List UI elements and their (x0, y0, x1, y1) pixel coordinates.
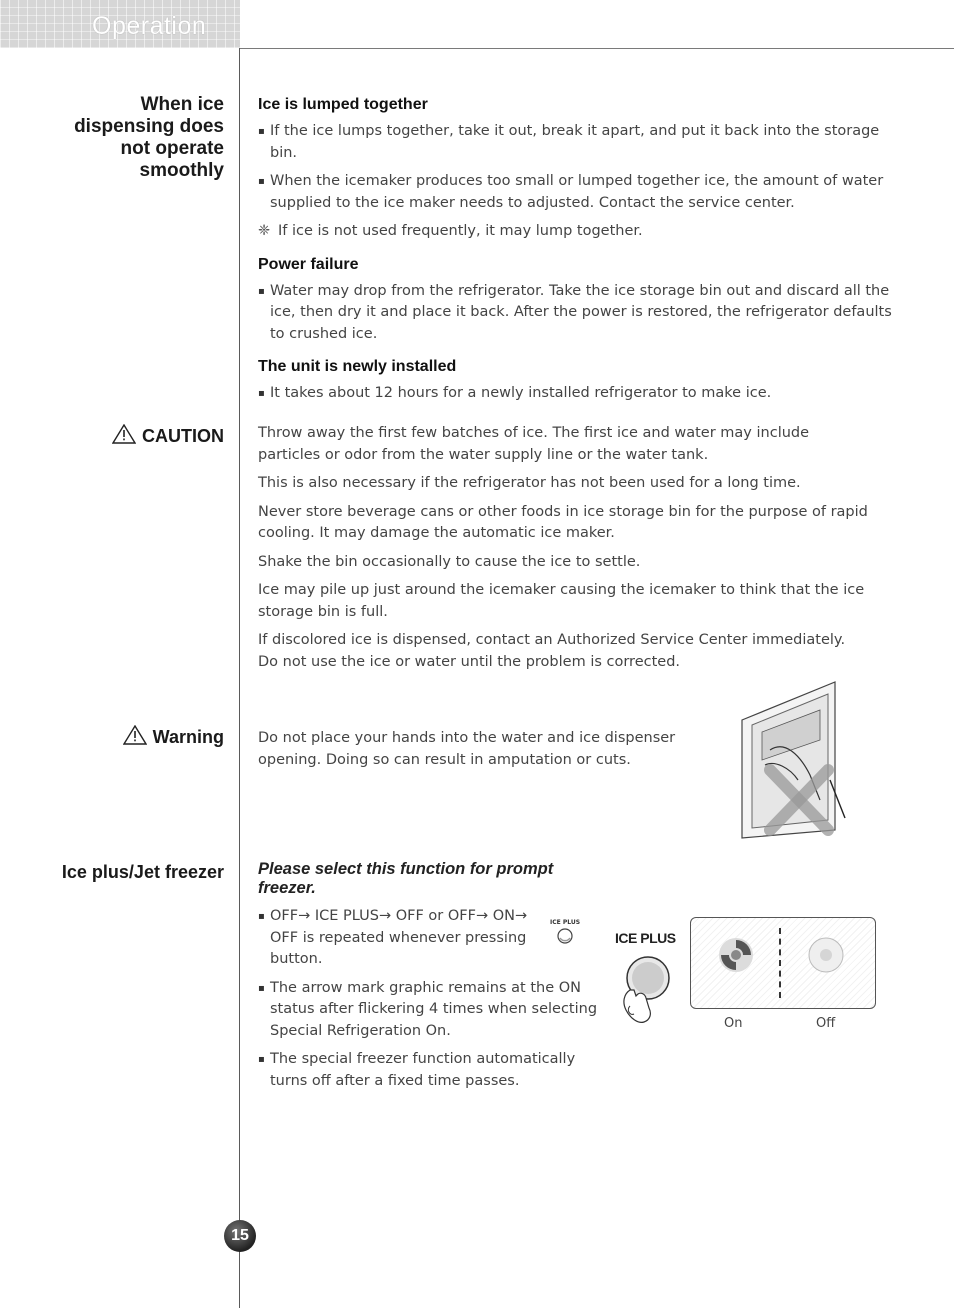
newly-installed-title: The unit is newly installed (258, 358, 457, 375)
dispensing-content (258, 95, 898, 412)
heading-line: dispensing does (74, 116, 224, 137)
warning-label: Warning (152, 727, 224, 747)
ice-plus-intro: Please select this function for prompt freezer. (258, 860, 554, 897)
header-rule (240, 48, 954, 49)
display-panel (690, 917, 876, 1009)
finger-press-icon (616, 954, 672, 1030)
caution-paragraph: Ice may pile up just around the icemaker causing the icemaker to think that the ice storage bin is full. (258, 582, 865, 620)
dispenser-hand-illustration (740, 680, 850, 840)
caution-paragraph: This is also necessary if the refrigerator has not been used for a long time. (258, 475, 801, 491)
panel-divider (779, 928, 781, 998)
on-label: On (724, 1016, 743, 1031)
caution-paragraph: If discolored ice is dispensed, contact an Authorized Service Center immediately. Do not use the ice or water until the problem is corrected. (258, 632, 846, 670)
note-icon: ❈ (258, 223, 271, 239)
header-tab (0, 0, 240, 48)
caution-paragraph: Throw away the first few batches of ice. The first ice and water may include particles or odor from the water supply line or the water tank. (258, 425, 810, 463)
caution-paragraph: Never store beverage cans or other foods in ice storage bin for the purpose of rapid cooling. It may damage the automatic ice maker. (258, 503, 868, 541)
ice-plus-heading: Ice plus/Jet freezer (61, 862, 224, 882)
off-label: Off (816, 1016, 836, 1031)
warning-heading (123, 725, 224, 750)
ice-plus-button-with-finger (616, 954, 672, 1035)
bullet-item: ▪ If the ice lumps together, take it out, break it apart, and put it back into the storage bin. (258, 121, 898, 164)
warning-content (258, 728, 698, 778)
heading-line: not operate (120, 138, 224, 159)
bullet-item: ▪ When the icemaker produces too small or lumped together ice, the amount of water supplied to the ice maker needs to adjusted. Contact the service center. (258, 171, 898, 214)
warning-triangle-icon (123, 725, 147, 750)
caution-label: CAUTION (142, 426, 224, 446)
bullet-line: ▪ OFF→ ICE PLUS→ OFF or OFF→ ON→ (270, 908, 528, 924)
bullet-item: ▪ The arrow mark graphic remains at the ON status after flickering 4 times when selecting Special Refrigeration On. (258, 978, 598, 1043)
page-title: Operation (92, 12, 207, 40)
page-number: 15 (224, 1220, 256, 1252)
caution-content (258, 423, 868, 680)
ice-plus-small-button (550, 916, 580, 945)
bullet-line-text: OFF is repeated whenever pressing (270, 929, 527, 946)
ice-plus-off-icon (807, 936, 845, 974)
ice-plus-content (258, 860, 598, 1099)
ice-plus-button-label: ICE PLUS (615, 930, 676, 946)
bullet-line: button. (270, 951, 323, 967)
ice-lumped-title: Ice is lumped together (258, 96, 428, 113)
control-panel-illustration (608, 910, 888, 1040)
bullet-item: ▪ The special freezer function automatically turns off after a fixed time passes. (258, 1049, 598, 1092)
column-divider (239, 48, 240, 1308)
caution-paragraph: Shake the bin occasionally to cause the ice to settle. (258, 553, 641, 570)
warning-text: Do not place your hands into the water and ice dispenser opening. Doing so can result in amputation or cuts. (258, 730, 676, 768)
heading-line: smoothly (139, 160, 224, 181)
bullet-item: ▪ It takes about 12 hours for a newly installed refrigerator to make ice. (258, 383, 898, 405)
caution-heading (112, 424, 224, 449)
bullet-item: ▪ Water may drop from the refrigerator. Take the ice storage bin out and discard all the ice, then dry it and place it back. After the power is restored, the refrigerator defaults to crushed ice. (258, 281, 898, 346)
note-item (258, 221, 898, 243)
note-text: If ice is not used frequently, it may lump together. (278, 223, 643, 239)
power-failure-title: Power failure (258, 255, 359, 273)
bullet-item (258, 906, 598, 971)
small-button-label: ICE PLUS (550, 918, 581, 926)
bullet-line (270, 918, 598, 950)
section-heading-dispensing (74, 94, 224, 182)
round-button-icon (556, 927, 574, 945)
caution-triangle-icon (112, 424, 136, 449)
ice-plus-on-icon (717, 936, 755, 974)
heading-line: When ice (140, 94, 224, 115)
